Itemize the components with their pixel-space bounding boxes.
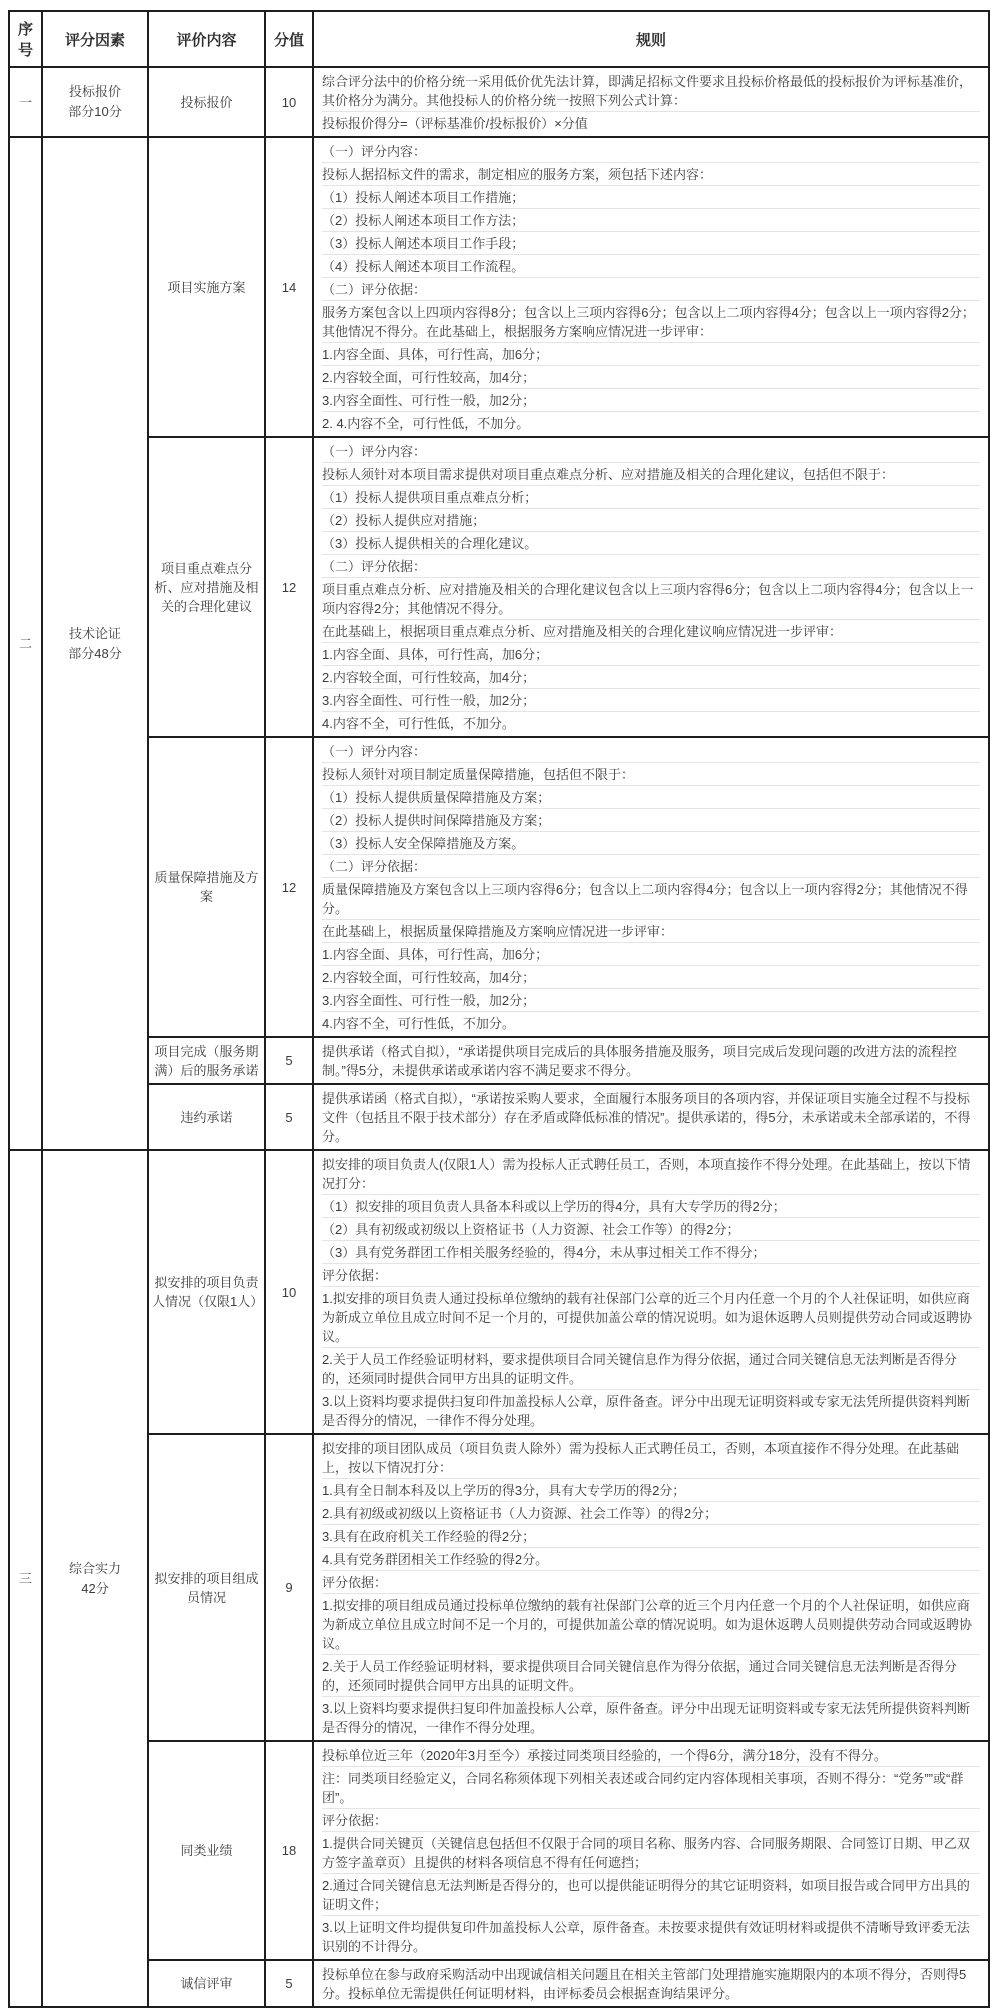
header-rule: 规则 xyxy=(313,11,989,67)
rule-paragraph: 4.具有党务群团相关工作经验的得2分。 xyxy=(322,1548,980,1571)
rule-paragraph: 3.以上资料均要求提供扫复印件加盖投标人公章，原件备查。评分中出现无证明资料或专家无法凭所提供资料判断是否得分的情况，一律作不得分处理。 xyxy=(322,1393,970,1428)
rule-paragraph: 4.内容不全，可行性低，不加分。 xyxy=(322,1015,515,1031)
rule-cell xyxy=(313,1960,989,2007)
table-row xyxy=(9,437,989,737)
evaluation-table xyxy=(8,10,990,2008)
table-row xyxy=(9,67,989,137)
criterion-name-cell: 拟安排的项目负责人情况（仅限1人） xyxy=(148,1150,265,1434)
rule-paragraph: 拟安排的项目团队成员（项目负责人除外）需为投标人正式聘任员工，否则，本项直接作不得分处理。在此基础上，按以下情况打分： xyxy=(322,1437,980,1479)
rule-paragraph: 1.内容全面、具体，可行性高，加6分； xyxy=(322,343,980,366)
rule-paragraph: （二）评分依据： xyxy=(322,555,980,578)
group-factor-line: 部分48分 xyxy=(68,645,122,661)
rule-paragraph: 3.内容全面性、可行性一般，加2分； xyxy=(322,389,980,412)
rule-paragraph: 质量保障措施及方案包含以上三项内容得6分；包含以上二项内容得4分；包含以上一项内容得2分；其他情况不得分。 xyxy=(322,878,980,920)
rule-paragraph: 投标人须针对项目制定质量保障措施，包括但不限于： xyxy=(322,763,980,786)
rule-cell xyxy=(313,737,989,1037)
rule-paragraph: 在此基础上，根据质量保障措施及方案响应情况进一步评审： xyxy=(322,920,980,943)
rule-paragraph: （一）评分内容： xyxy=(322,440,980,463)
rule-paragraph: 2. 4.内容不全，可行性低，不加分。 xyxy=(322,415,530,431)
group-factor-cell xyxy=(42,67,148,137)
criterion-name-cell: 拟安排的项目组成员情况 xyxy=(148,1434,265,1741)
rule-paragraph: 1.提供合同关键页（关键信息包括但不仅限于合同的项目名称、服务内容、合同服务期限、合同签订日期、甲乙双方签字盖章页）且提供的材料各项信息不得有任何遮挡； xyxy=(322,1832,980,1874)
rule-paragraph: 在此基础上，根据项目重点难点分析、应对措施及相关的合理化建议响应情况进一步评审： xyxy=(322,620,980,643)
criterion-name-cell: 项目重点难点分析、应对措施及相关的合理化建议 xyxy=(148,437,265,737)
rule-paragraph: 投标人须针对本项目需求提供对项目重点难点分析、应对措施及相关的合理化建议，包括但不限于： xyxy=(322,463,980,486)
rule-paragraph: （1）拟安排的项目负责人具备本科或以上学历的得4分，具有大专学历的得2分； xyxy=(322,1195,980,1218)
rule-paragraph: 3.内容全面性、可行性一般，加2分； xyxy=(322,689,980,712)
table-row xyxy=(9,137,989,437)
rule-paragraph: 评分依据： xyxy=(322,1809,980,1832)
criterion-score-cell: 5 xyxy=(265,1084,313,1150)
rule-cell xyxy=(313,67,989,137)
criterion-score-cell: 10 xyxy=(265,1150,313,1434)
criterion-score-cell: 14 xyxy=(265,137,313,437)
rule-paragraph: 2.关于人员工作经验证明材料，要求提供项目合同关键信息作为得分依据，通过合同关键信息无法判断是否得分的，还须同时提供合同甲方出具的证明文件。 xyxy=(322,1348,980,1390)
rule-paragraph: 3.以上证明文件均提供复印件加盖投标人公章，原件备查。未按要求提供有效证明材料或提供不清晰导致评委无法识别的不计得分。 xyxy=(322,1919,970,1954)
rule-cell xyxy=(313,1084,989,1150)
rule-paragraph: 3.内容全面性、可行性一般，加2分； xyxy=(322,989,980,1012)
rule-paragraph: （一）评分内容： xyxy=(322,740,980,763)
criterion-score-cell: 12 xyxy=(265,437,313,737)
criterion-score-cell: 12 xyxy=(265,737,313,1037)
group-factor-line: 部分10分 xyxy=(68,104,122,119)
rule-paragraph: （一）评分内容： xyxy=(322,140,980,163)
rule-paragraph: 3.具有在政府机关工作经验的得2分； xyxy=(322,1525,980,1548)
criterion-name-cell: 同类业绩 xyxy=(148,1741,265,1960)
rule-cell xyxy=(313,1434,989,1741)
header-no: 序号 xyxy=(9,11,42,67)
header-content: 评价内容 xyxy=(148,11,265,67)
criterion-name-cell: 诚信评审 xyxy=(148,1960,265,2007)
rule-paragraph: 注：同类项目经验定义，合同名称须体现下列相关表述或合同约定内容体现相关事项，否则不得分：“党务””或“群团”。 xyxy=(322,1767,980,1809)
rule-paragraph: 拟安排的项目负责人(仅限1人）需为投标人正式聘任员工，否则，本项直接作不得分处理。在此基础上，按以下情况打分： xyxy=(322,1153,980,1195)
rule-paragraph: （3）投标人提供相关的合理化建议。 xyxy=(322,532,980,555)
rule-paragraph: 1.拟安排的项目负责人通过投标单位缴纳的载有社保部门公章的近三个月内任意一个月的个人社保证明，如供应商为新成立单位且成立时间不足一个月的，可提供加盖公章的情况说明。如为退休返聘人员则提供劳动合同或返聘协议。 xyxy=(322,1287,980,1348)
group-serial-cell: 三 xyxy=(9,1150,42,2007)
rule-cell xyxy=(313,437,989,737)
rule-paragraph: 2.关于人员工作经验证明材料，要求提供项目合同关键信息作为得分依据，通过合同关键信息无法判断是否得分的，还须同时提供合同甲方出具的证明文件。 xyxy=(322,1655,980,1697)
group-serial-cell: 一 xyxy=(9,67,42,137)
rule-paragraph: （3）具有党务群团工作相关服务经验的，得4分，未从事过相关工作不得分； xyxy=(322,1241,980,1264)
group-factor-line: 技术论证 xyxy=(68,625,121,641)
table-row xyxy=(9,1434,989,1741)
criterion-score-cell: 5 xyxy=(265,1960,313,2007)
group-factor-cell xyxy=(42,1150,148,2007)
rule-cell xyxy=(313,1741,989,1960)
criterion-score-cell: 10 xyxy=(265,67,313,137)
rule-paragraph: （1）投标人提供质量保障措施及方案； xyxy=(322,786,980,809)
rule-paragraph: 服务方案包含以上四项内容得8分；包含以上三项内容得6分；包含以上二项内容得4分；包含以上一项内容得2分；其他情况不得分。在此基础上，根据服务方案响应情况进一步评审： xyxy=(322,301,980,343)
rule-paragraph: 2.具有初级或初级以上资格证书（人力资源、社会工作等）的得2分； xyxy=(322,1502,980,1525)
rule-paragraph: 1.拟安排的项目组成员通过投标单位缴纳的载有社保部门公章的近三个月内任意一个月的个人社保证明，如供应商为新成立单位且成立时间不足一个月的，可提供加盖公章的情况说明。如为退休返聘人员则提供劳动合同或返聘协议。 xyxy=(322,1594,980,1655)
group-serial-cell: 二 xyxy=(9,137,42,1150)
rule-paragraph: （2）具有初级或初级以上资格证书（人力资源、社会工作等）的得2分； xyxy=(322,1218,980,1241)
rule-paragraph: 4.内容不全，可行性低，不加分。 xyxy=(322,715,515,731)
criterion-name-cell: 质量保障措施及方案 xyxy=(148,737,265,1037)
criterion-score-cell: 5 xyxy=(265,1037,313,1084)
table-row xyxy=(9,1150,989,1434)
group-factor-cell xyxy=(42,137,148,1150)
header-row xyxy=(9,11,989,67)
rule-paragraph: 提供承诺（格式自拟），“承诺提供项目完成后的具体服务措施及服务，项目完成后发现问题的改进方法的流程控制。”得5分，未提供承诺或承诺内容不满足要求不得分。 xyxy=(322,1043,957,1078)
rule-paragraph: （4）投标人阐述本项目工作流程。 xyxy=(322,255,980,278)
rule-paragraph: （2）投标人阐述本项目工作方法； xyxy=(322,209,980,232)
group-factor-line: 投标报价 xyxy=(68,84,121,99)
rule-cell xyxy=(313,1150,989,1434)
table-row xyxy=(9,1741,989,1960)
rule-paragraph: 1.内容全面、具体，可行性高，加6分； xyxy=(322,943,980,966)
rule-paragraph: （二）评分依据： xyxy=(322,278,980,301)
rule-paragraph: 投标人据招标文件的需求，制定相应的服务方案，须包括下述内容： xyxy=(322,163,980,186)
rule-cell xyxy=(313,137,989,437)
rule-paragraph: 3.以上资料均要求提供扫复印件加盖投标人公章，原件备查。评分中出现无证明资料或专家无法凭所提供资料判断是否得分的情况，一律作不得分处理。 xyxy=(322,1700,970,1735)
criterion-name-cell: 违约承诺 xyxy=(148,1084,265,1150)
table-row xyxy=(9,1037,989,1084)
group-factor-line: 42分 xyxy=(81,1580,109,1596)
rule-paragraph: 项目重点难点分析、应对措施及相关的合理化建议包含以上三项内容得6分；包含以上二项内容得4分；包含以上一项内容得2分；其他情况不得分。 xyxy=(322,578,980,620)
rule-paragraph: 评分依据： xyxy=(322,1264,980,1287)
rule-paragraph: 2.内容较全面，可行性较高，加4分； xyxy=(322,966,980,989)
table-row xyxy=(9,737,989,1037)
rule-cell xyxy=(313,1037,989,1084)
rule-paragraph: 提供承诺函（格式自拟），“承诺按采购人要求，全面履行本服务项目的各项内容，并保证项目实施全过程不与投标文件（包括且不限于技术部分）存在矛盾或降低标准的情况”。提供承诺的，得5分，未承诺或未全部承诺的，不得分。 xyxy=(322,1090,971,1144)
criterion-name-cell: 项目完成（服务期满）后的服务承诺 xyxy=(148,1037,265,1084)
rule-paragraph: （二）评分依据： xyxy=(322,855,980,878)
criterion-name-cell: 投标报价 xyxy=(148,67,265,137)
criterion-score-cell: 9 xyxy=(265,1434,313,1741)
rule-paragraph: （2）投标人提供应对措施； xyxy=(322,509,980,532)
rule-paragraph: （1）投标人提供项目重点难点分析； xyxy=(322,486,980,509)
table-row xyxy=(9,1084,989,1150)
rule-paragraph: （3）投标人阐述本项目工作手段； xyxy=(322,232,980,255)
criterion-score-cell: 18 xyxy=(265,1741,313,1960)
rule-paragraph: 2.内容较全面，可行性较高，加4分； xyxy=(322,666,980,689)
criterion-name-cell: 项目实施方案 xyxy=(148,137,265,437)
rule-paragraph: 1.具有全日制本科及以上学历的得3分，具有大专学历的得2分； xyxy=(322,1479,980,1502)
rule-paragraph: （3）投标人安全保障措施及方案。 xyxy=(322,832,980,855)
header-factor: 评分因素 xyxy=(42,11,148,67)
table-row xyxy=(9,1960,989,2007)
header-score: 分值 xyxy=(265,11,313,67)
rule-paragraph: 投标单位在参与政府采购活动中出现诚信相关问题且在相关主管部门处理措施实施期限内的本项不得分，否则得5分。投标单位无需提供任何证明材料，由评标委员会根据查询结果评分。 xyxy=(322,1966,967,2001)
rule-paragraph: 1.内容全面、具体，可行性高，加6分； xyxy=(322,643,980,666)
rule-paragraph: 投标单位近三年（2020年3月至今）承接过同类项目经验的，一个得6分，满分18分，没有不得分。 xyxy=(322,1744,980,1767)
rule-paragraph: 评分依据： xyxy=(322,1571,980,1594)
group-factor-line: 综合实力 xyxy=(68,1560,121,1576)
rule-paragraph: （2）投标人提供时间保障措施及方案； xyxy=(322,809,980,832)
rule-paragraph: （1）投标人阐述本项目工作措施； xyxy=(322,186,980,209)
rule-paragraph: 2.内容较全面，可行性较高，加4分； xyxy=(322,366,980,389)
rule-paragraph: 投标报价得分=（评标基准价/投标报价）×分值 xyxy=(322,115,588,131)
rule-paragraph: 综合评分法中的价格分统一采用低价优先法计算，即满足招标文件要求且投标价格最低的投标报价为评标基准价，其价格分为满分。其他投标人的价格分统一按照下列公式计算： xyxy=(322,70,980,112)
rule-paragraph: 2.通过合同关键信息无法判断是否得分的，也可以提供能证明得分的其它证明资料，如项目报告或合同甲方出具的证明文件； xyxy=(322,1874,980,1916)
